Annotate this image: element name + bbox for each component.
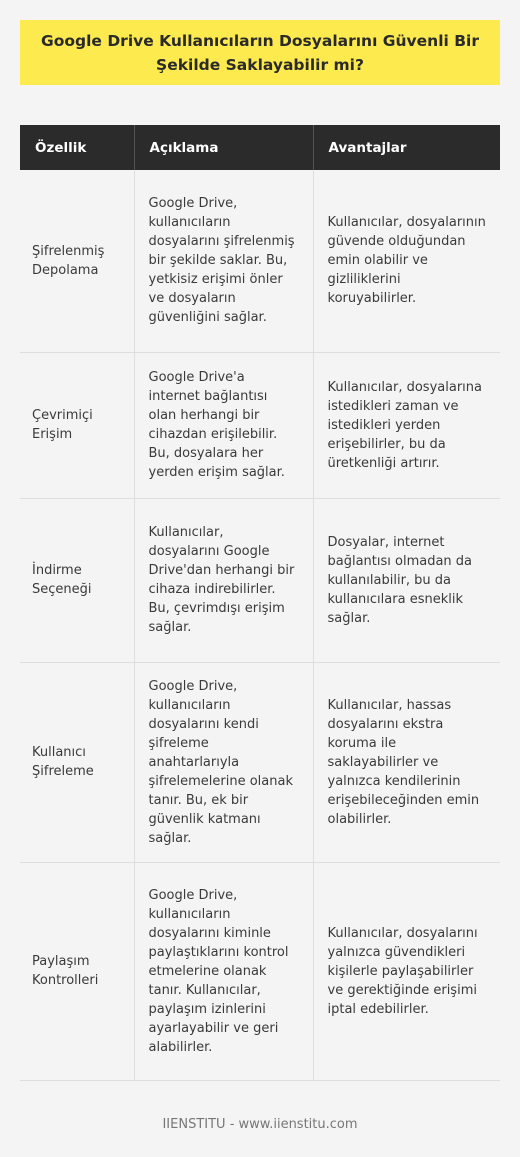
feature-cell: İndirme Seçeneği bbox=[20, 498, 134, 662]
feature-cell: Çevrimiçi Erişim bbox=[20, 352, 134, 498]
feature-cell: Şifrelenmiş Depolama bbox=[20, 170, 134, 352]
advantages-cell: Kullanıcılar, dosyalarına istedikleri zaman ve istedikleri yerden erişebilirler, bu da üretkenliği artırır. bbox=[313, 352, 500, 498]
feature-cell: Kullanıcı Şifreleme bbox=[20, 662, 134, 862]
column-header-description: Açıklama bbox=[134, 125, 313, 170]
column-header-feature: Özellik bbox=[20, 125, 134, 170]
table-header-row bbox=[20, 125, 500, 170]
features-table bbox=[20, 125, 500, 1081]
table-row bbox=[20, 862, 500, 1080]
description-cell: Google Drive, kullanıcıların dosyalarını kendi şifreleme anahtarlarıyla şifrelemelerine olanak tanır. Bu, ek bir güvenlik katmanı sağlar. bbox=[134, 662, 313, 862]
table-row bbox=[20, 170, 500, 352]
table-row bbox=[20, 352, 500, 498]
description-cell: Google Drive, kullanıcıların dosyalarını kiminle paylaştıklarını kontrol etmelerine olanak tanır. Kullanıcılar, paylaşım izinlerini ayarlayabilir ve geri alabilirler. bbox=[134, 862, 313, 1080]
table-row bbox=[20, 498, 500, 662]
title-banner bbox=[20, 20, 500, 85]
column-header-advantages: Avantajlar bbox=[313, 125, 500, 170]
footer-credit: IIENSTITU - www.iienstitu.com bbox=[162, 1117, 358, 1132]
advantages-cell: Kullanıcılar, hassas dosyalarını ekstra koruma ile saklayabilirler ve yalnızca kendilerinin erişebileceğinden emin olabilirler. bbox=[313, 662, 500, 862]
feature-cell: Paylaşım Kontrolleri bbox=[20, 862, 134, 1080]
table-row bbox=[20, 662, 500, 862]
advantages-cell: Kullanıcılar, dosyalarını yalnızca güvendikleri kişilerle paylaşabilirler ve gerektiğinde erişimi iptal edebilirler. bbox=[313, 862, 500, 1080]
description-cell: Google Drive, kullanıcıların dosyalarını şifrelenmiş bir şekilde saklar. Bu, yetkisiz erişimi önler ve dosyaların güvenliğini sağlar. bbox=[134, 170, 313, 352]
description-cell: Google Drive'a internet bağlantısı olan herhangi bir cihazdan erişilebilir. Bu, dosyalara her yerden erişim sağlar. bbox=[134, 352, 313, 498]
description-cell: Kullanıcılar, dosyalarını Google Drive'dan herhangi bir cihaza indirebilirler. Bu, çevrimdışı erişim sağlar. bbox=[134, 498, 313, 662]
advantages-cell: Dosyalar, internet bağlantısı olmadan da kullanılabilir, bu da kullanıcılara esneklik sağlar. bbox=[313, 498, 500, 662]
page-title: Google Drive Kullanıcıların Dosyalarını Güvenli Bir Şekilde Saklayabilir mi? bbox=[40, 31, 480, 74]
advantages-cell: Kullanıcılar, dosyalarının güvende olduğundan emin olabilir ve gizliliklerini koruyabilirler. bbox=[313, 170, 500, 352]
